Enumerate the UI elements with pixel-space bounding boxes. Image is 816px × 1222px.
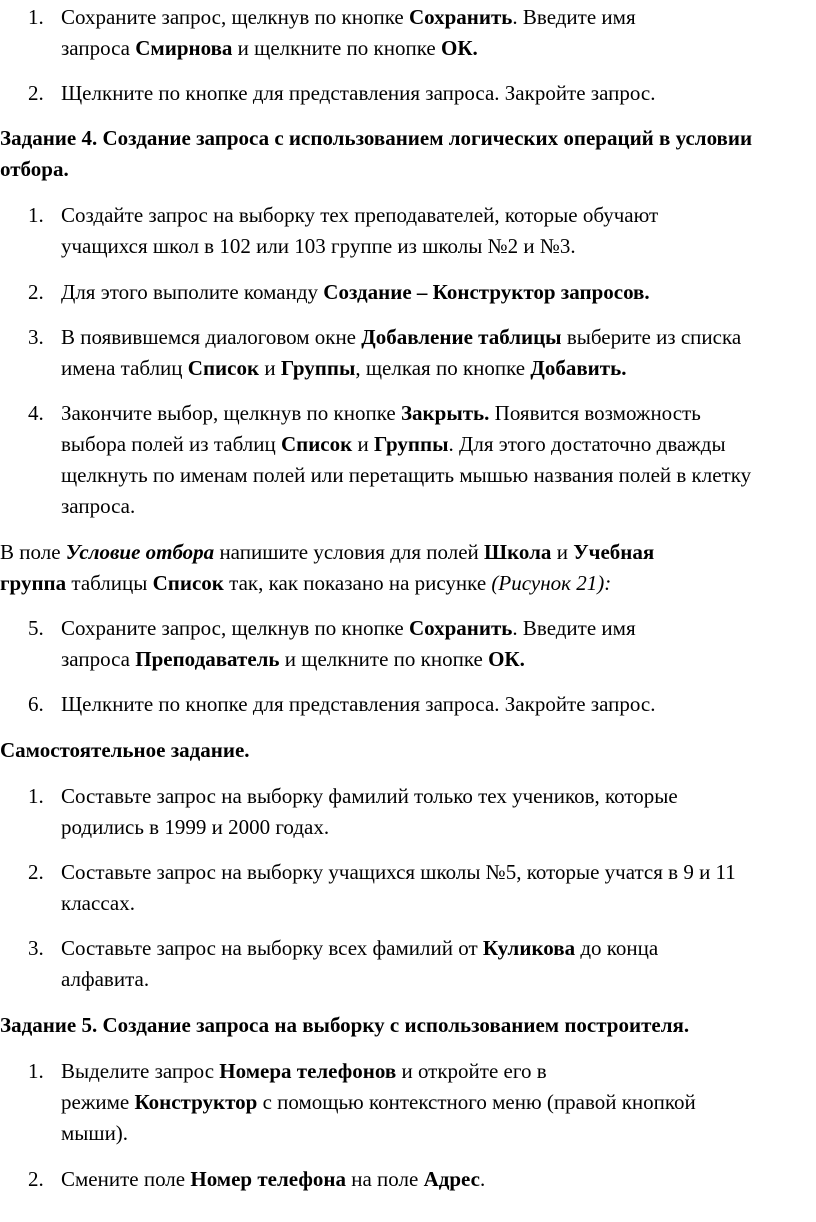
list-item-text: Сохраните запрос, щелкнув по кнопке Сохранить. Введите имя запроса Преподаватель и щелкните по кнопке ОК. (61, 616, 636, 671)
list-number: 2. (28, 280, 44, 304)
list-item (28, 398, 813, 522)
list-item-text: Сохраните запрос, щелкнув по кнопке Сохранить. Введите имя запроса Смирнова и щелкните по кнопке ОК. (61, 5, 636, 60)
list-number: 1. (28, 203, 44, 227)
list-item-text: Выделите запрос Номера телефонов и откройте его в режиме Конструктор с помощью контекстного меню (правой кнопкой мыши). (61, 1059, 696, 1145)
list-number: 1. (28, 784, 44, 808)
list-number: 2. (28, 81, 44, 105)
list-item (28, 613, 813, 675)
list-item (28, 781, 813, 843)
list-item-text: Составьте запрос на выборку фамилий только тех учеников, которые родились в 1999 и 2000 годах. (61, 784, 678, 839)
section-heading-task4: Задание 4. Создание запроса с использованием логических операций в условии отбора. (0, 126, 753, 181)
list-number: 2. (28, 1167, 44, 1191)
list-number: 1. (28, 1059, 44, 1083)
list-number: 2. (28, 860, 44, 884)
list-number: 4. (28, 401, 44, 425)
list-number: 3. (28, 936, 44, 960)
list-item-text: Закончите выбор, щелкнув по кнопке Закрыть. Появится возможность выбора полей из таблиц Список и Группы. Для этого достаточно дважды щелкнуть по именам полей или перетащить мышью названия полей в клетку запроса. (61, 401, 752, 518)
list-item-text: Смените поле Номер телефона на поле Адрес. (61, 1167, 486, 1191)
section-heading-self: Самостоятельное задание. (0, 738, 250, 762)
list-item-text: Для этого выполите команду Создание – Конструктор запросов. (61, 280, 650, 304)
condition-paragraph: В поле Условие отбора напишите условия для полей Школа и Учебная группа таблицы Список так, как показано на рисунке (Рисунок 21): (0, 540, 655, 595)
list-number: 1. (28, 5, 44, 29)
list-item-text: Щелкните по кнопке для представления запроса. Закройте запрос. (61, 81, 656, 105)
list-item (28, 933, 813, 995)
list-item-text: Создайте запрос на выборку тех преподавателей, которые обучают учащихся школ в 102 или 103 группе из школы №2 и №3. (61, 203, 659, 258)
list-number: 6. (28, 692, 44, 716)
list-item-text: Составьте запрос на выборку учащихся школы №5, которые учатся в 9 и 11 классах. (61, 860, 736, 915)
list-item (28, 857, 813, 919)
list-item (28, 322, 813, 384)
list-number: 5. (28, 616, 44, 640)
list-item-text: В появившемся диалоговом окне Добавление таблицы выберите из списка имена таблиц Список и Группы, щелкая по кнопке Добавить. (61, 325, 742, 380)
section-heading-task5: Задание 5. Создание запроса на выборку с использованием построителя. (0, 1013, 690, 1037)
list-item-text: Составьте запрос на выборку всех фамилий от Куликова до конца алфавита. (61, 936, 659, 991)
list-item (28, 2, 813, 64)
list-item (28, 1056, 813, 1149)
list-item (28, 78, 813, 109)
list-number: 3. (28, 325, 44, 349)
list-item (28, 1164, 813, 1195)
list-item-text: Щелкните по кнопке для представления запроса. Закройте запрос. (61, 692, 656, 716)
list-item (28, 277, 813, 308)
list-item (28, 200, 813, 262)
list-item (28, 689, 813, 720)
